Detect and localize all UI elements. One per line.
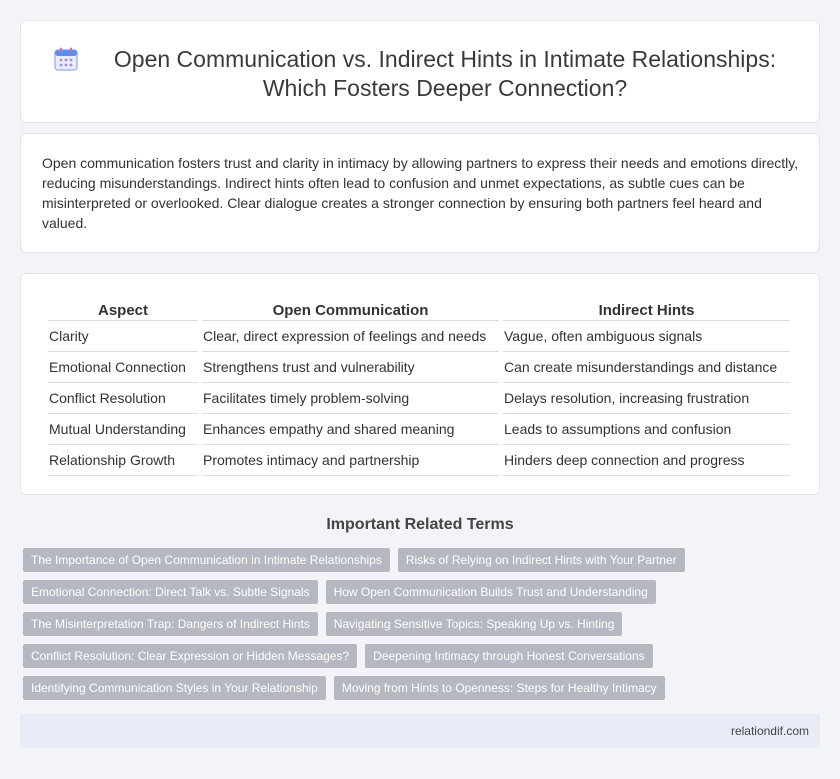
comparison-table xyxy=(44,295,794,476)
table-cell: Emotional Connection xyxy=(48,352,198,383)
table-cell: Delays resolution, increasing frustration xyxy=(503,383,790,414)
related-term-tag[interactable]: The Importance of Open Communication in Intimate Relationships xyxy=(23,548,390,572)
header-indirect-hints: Indirect Hints xyxy=(503,295,790,321)
related-term-tag[interactable]: Navigating Sensitive Topics: Speaking Up vs. Hinting xyxy=(326,612,623,636)
table-cell: Clarity xyxy=(48,321,198,352)
site-link[interactable]: relationdif.com xyxy=(730,724,809,738)
related-term-tag[interactable]: Identifying Communication Styles in Your Relationship xyxy=(23,676,326,700)
page-title: Open Communication vs. Indirect Hints in Intimate Relationships: Which Fosters Deeper Connection? xyxy=(113,46,777,101)
related-term-tag[interactable]: How Open Communication Builds Trust and Understanding xyxy=(326,580,656,604)
table-cell: Promotes intimacy and partnership xyxy=(202,445,499,476)
table-row xyxy=(48,445,790,476)
table-row xyxy=(48,352,790,383)
table-cell: Relationship Growth xyxy=(48,445,198,476)
related-term-tag[interactable]: The Misinterpretation Trap: Dangers of Indirect Hints xyxy=(23,612,318,636)
table-cell: Clear, direct expression of feelings and needs xyxy=(202,321,499,352)
table-cell: Leads to assumptions and confusion xyxy=(503,414,790,445)
table-header-row xyxy=(48,295,790,321)
related-term-tag[interactable]: Moving from Hints to Openness: Steps for Healthy Intimacy xyxy=(334,676,665,700)
header-open-communication: Open Communication xyxy=(202,295,499,321)
comparison-table-card xyxy=(20,273,820,495)
related-term-tag[interactable]: Deepening Intimacy through Honest Conversations xyxy=(365,644,653,668)
table-row xyxy=(48,383,790,414)
table-row xyxy=(48,321,790,352)
table-cell: Strengthens trust and vulnerability xyxy=(202,352,499,383)
related-term-tag[interactable]: Conflict Resolution: Clear Expression or Hidden Messages? xyxy=(23,644,357,668)
table-row xyxy=(48,414,790,445)
related-terms-list xyxy=(23,548,803,700)
table-cell: Mutual Understanding xyxy=(48,414,198,445)
table-cell: Hinders deep connection and progress xyxy=(503,445,790,476)
footer xyxy=(20,714,820,748)
table-cell: Enhances empathy and shared meaning xyxy=(202,414,499,445)
related-term-tag[interactable]: Emotional Connection: Direct Talk vs. Subtle Signals xyxy=(23,580,318,604)
header-aspect: Aspect xyxy=(48,295,198,321)
intro-card xyxy=(20,133,820,253)
table-cell: Can create misunderstandings and distance xyxy=(503,352,790,383)
related-terms-heading: Important Related Terms xyxy=(326,516,514,533)
related-term-tag[interactable]: Risks of Relying on Indirect Hints with Your Partner xyxy=(398,548,685,572)
intro-paragraph: Open communication fosters trust and clarity in intimacy by allowing partners to express their needs and emotions directly, reducing misunderstandings. Indirect hints often lead to confusion and unmet expectations, as subtle cues can be misinterpreted or overlooked. Clear dialogue creates a stronger connection by ensuring both partners feel heard and valued. xyxy=(42,155,799,231)
table-cell: Conflict Resolution xyxy=(48,383,198,414)
table-cell: Vague, often ambiguous signals xyxy=(503,321,790,352)
table-cell: Facilitates timely problem-solving xyxy=(202,383,499,414)
title-card xyxy=(20,20,820,123)
